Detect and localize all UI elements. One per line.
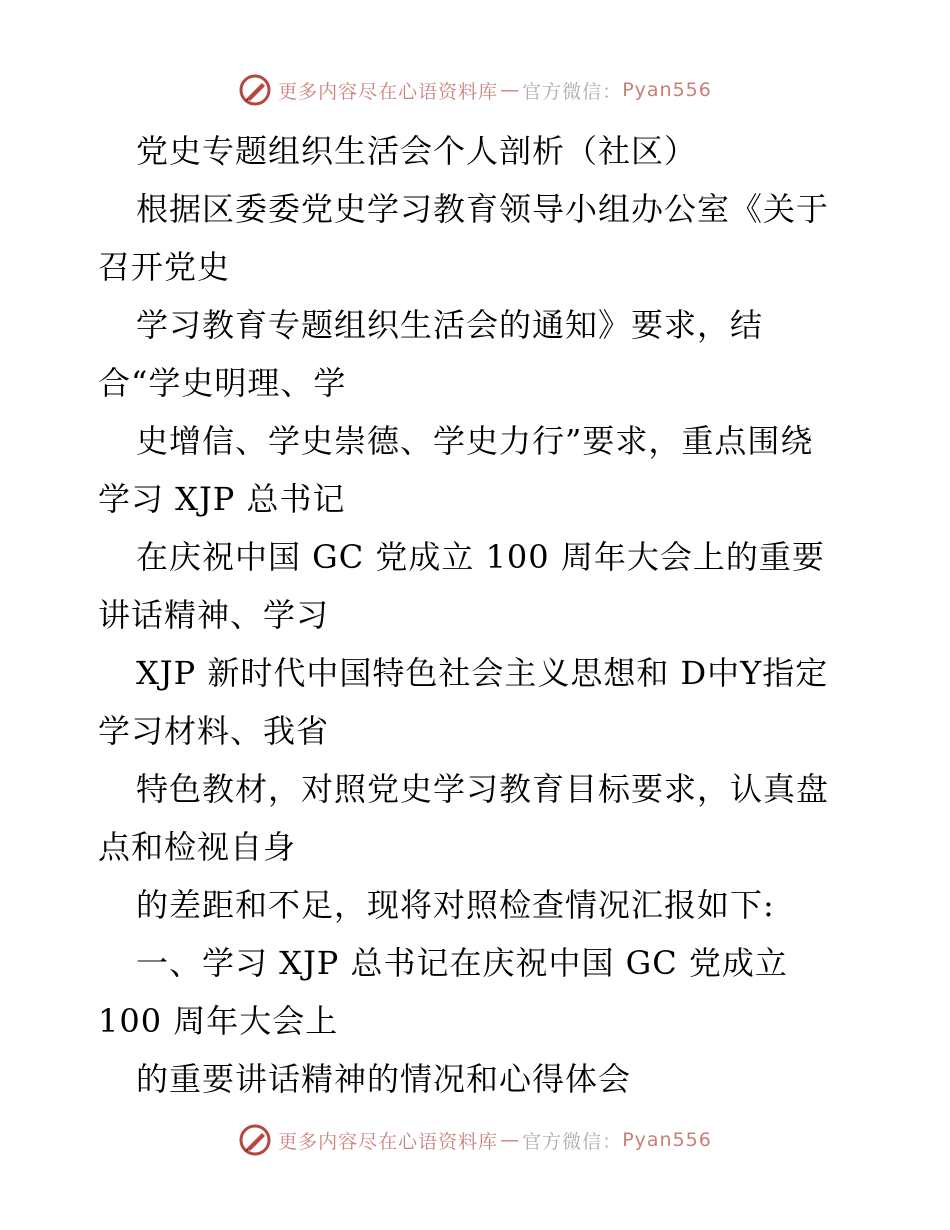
footer-watermark: [0, 1120, 950, 1160]
text-line: 在庆祝中国 GC 党成立 100 周年大会上的重要: [136, 538, 825, 576]
text-line: 召开党史: [98, 248, 231, 286]
text-line: 史增信、学史崇德、学史力行”要求，重点围绕: [136, 422, 814, 460]
pen-logo-icon: [238, 73, 272, 107]
watermark-separator: —: [500, 1129, 521, 1151]
text-line: 讲话精神、学习: [98, 596, 330, 634]
text-line: 学习 XJP 总书记: [98, 480, 346, 518]
text-line: 特色教材，对照党史学习教育目标要求，认真盘: [136, 770, 830, 808]
text-line: XJP 新时代中国特色社会主义思想和 D中Y指定: [136, 654, 829, 692]
text-line: 学习教育专题组织生活会的通知》要求，结: [136, 306, 764, 344]
watermark-account: Pyan556: [622, 1129, 712, 1151]
text-line: 合“学史明理、学: [98, 364, 347, 402]
watermark-official: 官方微信：: [522, 1130, 623, 1153]
text-line: 学习材料、我省: [98, 712, 330, 750]
header-watermark: [0, 70, 950, 110]
text-line: 的差距和不足，现将对照检查情况汇报如下:: [136, 886, 775, 924]
doc-title: 党史专题组织生活会个人剖析（社区）: [136, 132, 698, 170]
watermark-official: 官方微信：: [522, 80, 623, 103]
watermark-lead: 更多内容尽在心语资料库: [278, 1130, 499, 1153]
section-heading-cont: 的重要讲话精神的情况和心得体会: [136, 1060, 632, 1098]
watermark-lead: 更多内容尽在心语资料库: [278, 80, 499, 103]
watermark-separator: —: [500, 79, 521, 101]
pen-logo-icon: [238, 1123, 272, 1157]
text-line: 点和检视自身: [98, 828, 297, 866]
document-body: [98, 122, 858, 1108]
text-line: 根据区委委党史学习教育领导小组办公室《关于: [136, 190, 830, 228]
section-heading-cont: 100 周年大会上: [98, 1002, 339, 1040]
section-heading: 一、学习 XJP 总书记在庆祝中国 GC 党成立: [136, 944, 788, 982]
watermark-account: Pyan556: [622, 79, 712, 101]
